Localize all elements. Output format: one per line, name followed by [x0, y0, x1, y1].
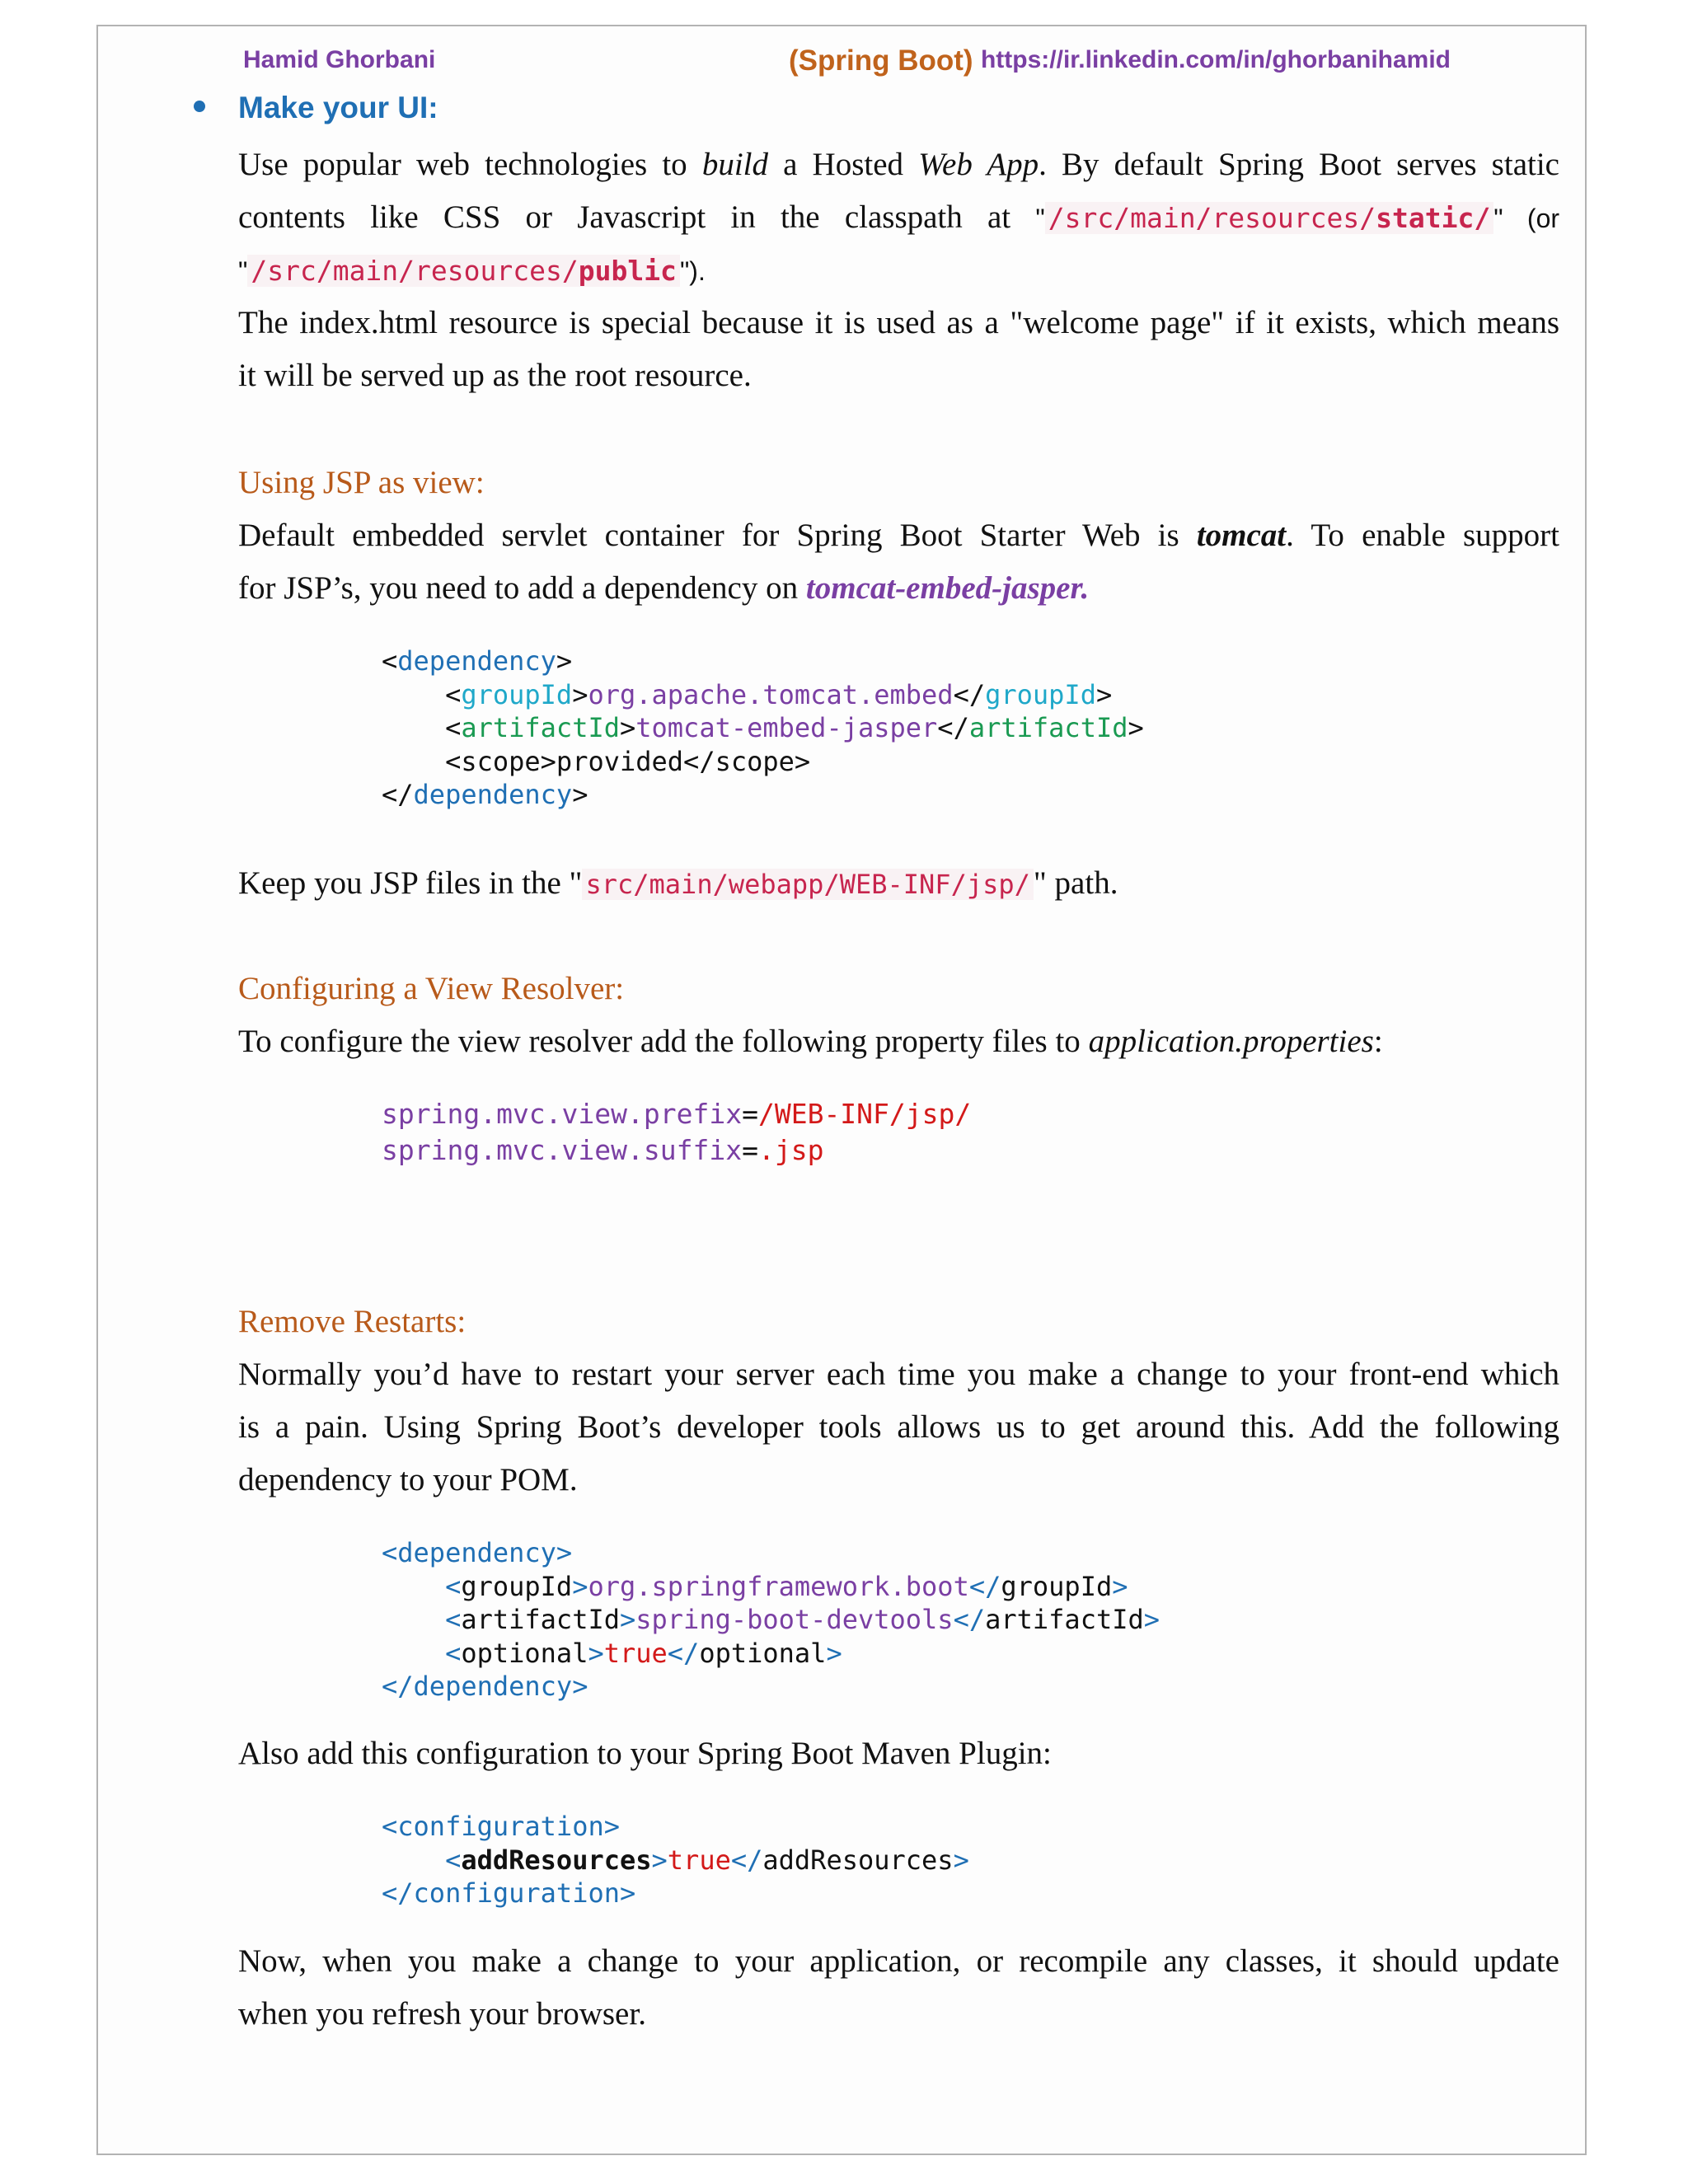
paragraph-restarts-line1: Normally you’d have to restart your server each time you make a change to your front-end which — [238, 1357, 1559, 1392]
paragraph-view-resolver: To configure the view resolver add the following property files to application.properties: — [238, 1024, 1383, 1059]
paragraph-jsp-path: Keep you JSP files in the " src/main/webapp/WEB-INF/jsp/ " path. — [238, 865, 1118, 901]
paragraph-index-line2: it will be served up as the root resource. — [238, 358, 752, 393]
heading-view-resolver: Configuring a View Resolver: — [238, 971, 625, 1006]
paragraph-jsp-line2: for JSP’s, you need to add a dependency on tomcat-embed-jasper. — [238, 570, 1090, 606]
paragraph-final-line2: when you refresh your browser. — [238, 1996, 646, 2032]
inline-code-static-path: /src/main/resources/static/ — [1045, 202, 1493, 234]
inline-code-public-path: /src/main/resources/public — [247, 255, 680, 287]
paragraph-maven-plugin: Also add this configuration to your Spring Boot Maven Plugin: — [238, 1736, 1052, 1771]
header-topic: (Spring Boot) — [789, 45, 973, 77]
paragraph-ui-line1: Use popular web technologies to build a Hosted Web App. By default Spring Boot serves static — [238, 147, 1559, 182]
heading-jsp: Using JSP as view: — [238, 465, 485, 500]
paragraph-restarts-line3: dependency to your POM. — [238, 1462, 578, 1497]
paragraph-index-line1: The index.html resource is special because it is used as a "welcome page" if it exists, which means — [238, 305, 1559, 340]
code-block-configuration: <configuration> <addResources>true</addResources> </configuration> — [382, 1811, 969, 1909]
heading-remove-restarts: Remove Restarts: — [238, 1304, 467, 1339]
bullet-icon — [194, 101, 205, 112]
code-block-properties: spring.mvc.view.prefix=/WEB-INF/jsp/ spring.mvc.view.suffix=.jsp — [382, 1098, 972, 1166]
paragraph-jsp-line1: Default embedded servlet container for Spring Boot Starter Web is tomcat. To enable support — [238, 518, 1559, 553]
paragraph-restarts-line2: is a pain. Using Spring Boot’s developer tools allows us to get around this. Add the following — [238, 1409, 1559, 1445]
code-block-jasper-dependency: <dependency> <groupId>org.apache.tomcat.embed</groupId> <artifactId>tomcat-embed-jasper</artifactId> <scope>provided</scope> </dependency> — [382, 645, 1144, 810]
header-link[interactable]: https://ir.linkedin.com/in/ghorbanihamid — [980, 46, 1451, 73]
paragraph-ui-line2: contents like CSS or Javascript in the classpath at " /src/main/resources/static/ " (or — [238, 199, 1560, 235]
paragraph-final-line1: Now, when you make a change to your application, or recompile any classes, it should update — [238, 1943, 1559, 1979]
inline-code-jsp-path: src/main/webapp/WEB-INF/jsp/ — [582, 869, 1033, 900]
paragraph-ui-line3: " /src/main/resources/public "). — [238, 255, 706, 287]
section-title-make-ui: Make your UI: — [238, 91, 438, 124]
header-author: Hamid Ghorbani — [243, 46, 436, 73]
code-block-devtools-dependency: <dependency> <groupId>org.springframework.boot</groupId> <artifactId>spring-boot-devtools</artifactId> <optional>true</optional> </dependency> — [382, 1537, 1160, 1702]
